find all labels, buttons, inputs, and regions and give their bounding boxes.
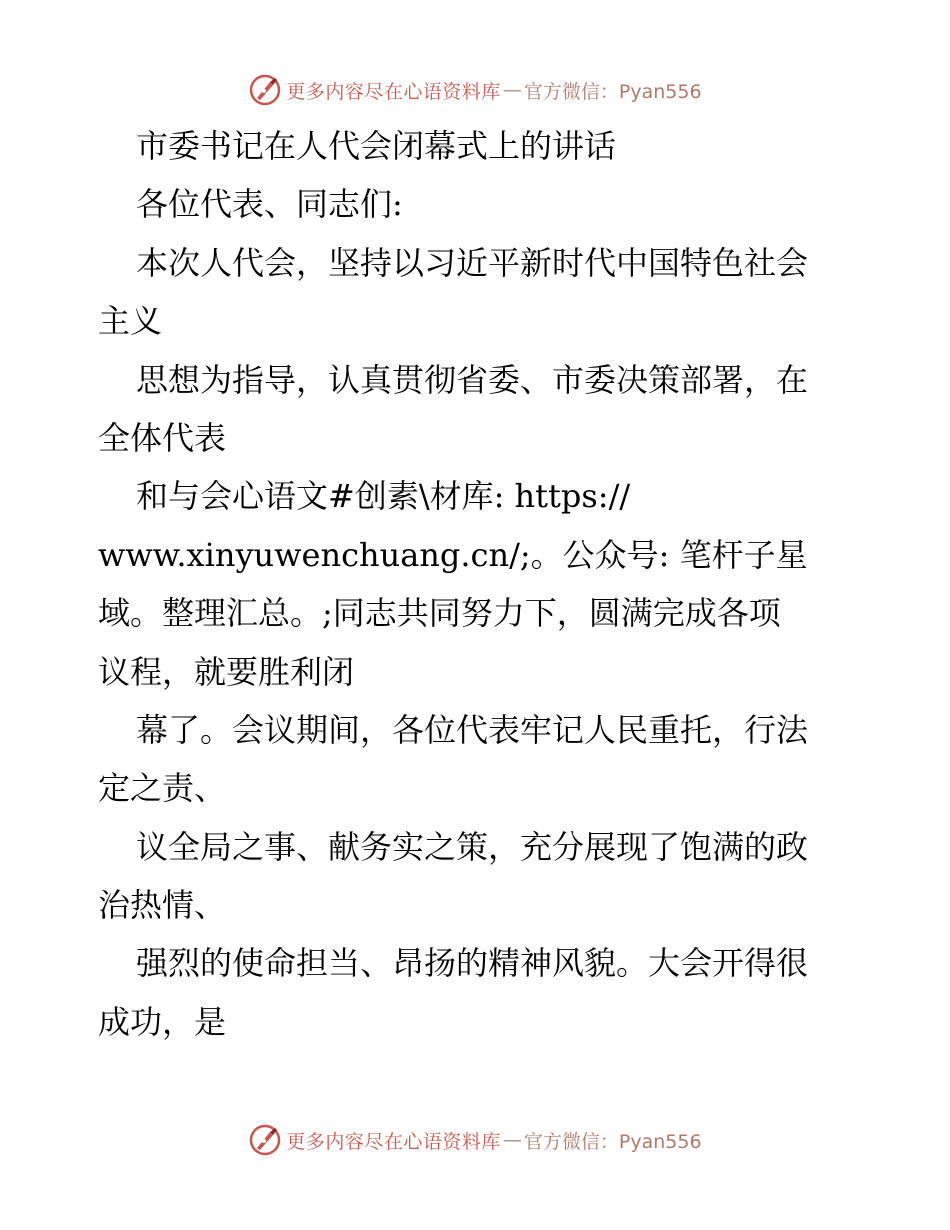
paragraph-line: 主义 bbox=[98, 302, 163, 341]
salutation-line: 各位代表、同志们: bbox=[136, 185, 403, 224]
paragraph-line: 域。整理汇总。;同志共同努力下，圆满完成各项 bbox=[98, 594, 781, 633]
paragraph-line: 全体代表 bbox=[98, 418, 227, 457]
paragraph-line: 和与会心语文#创素\材库: https:// bbox=[136, 477, 631, 516]
document-title: 市委书记在人代会闭幕式上的讲话 bbox=[136, 127, 617, 165]
paragraph-line: 定之责、 bbox=[98, 769, 227, 808]
paragraph-line: 治热情、 bbox=[98, 886, 227, 925]
footer-watermark bbox=[0, 1120, 950, 1160]
quill-pen-logo-icon bbox=[248, 73, 282, 107]
watermark-text: 更多内容尽在心语资料库 bbox=[286, 1130, 501, 1153]
paragraph-line: 思想为指导，认真贯彻省委、市委决策部署，在 bbox=[136, 360, 809, 399]
document-body bbox=[98, 117, 858, 1051]
watermark-contact: 官方微信：Pyan556 bbox=[523, 80, 702, 103]
paragraph-line: 议全局之事、献务实之策，充分展现了饱满的政 bbox=[136, 827, 809, 866]
paragraph-line: 本次人代会，坚持以习近平新时代中国特色社会 bbox=[136, 243, 809, 282]
paragraph-line: 成功，是 bbox=[98, 1002, 227, 1041]
watermark-text: 更多内容尽在心语资料库 bbox=[286, 80, 501, 103]
watermark-contact: 官方微信：Pyan556 bbox=[523, 1130, 702, 1153]
watermark-separator: — bbox=[502, 79, 522, 101]
paragraph-line: 幕了。会议期间，各位代表牢记人民重托，行法 bbox=[136, 710, 809, 749]
header-watermark bbox=[0, 70, 950, 110]
quill-pen-logo-icon bbox=[248, 1123, 282, 1157]
watermark-separator: — bbox=[502, 1129, 522, 1151]
paragraph-line: www.xinyuwenchuang.cn/;。公众号: 笔杆子星 bbox=[98, 535, 808, 574]
paragraph-line: 议程，就要胜利闭 bbox=[98, 652, 355, 691]
paragraph-line: 强烈的使命担当、昂扬的精神风貌。大会开得很 bbox=[136, 944, 809, 983]
